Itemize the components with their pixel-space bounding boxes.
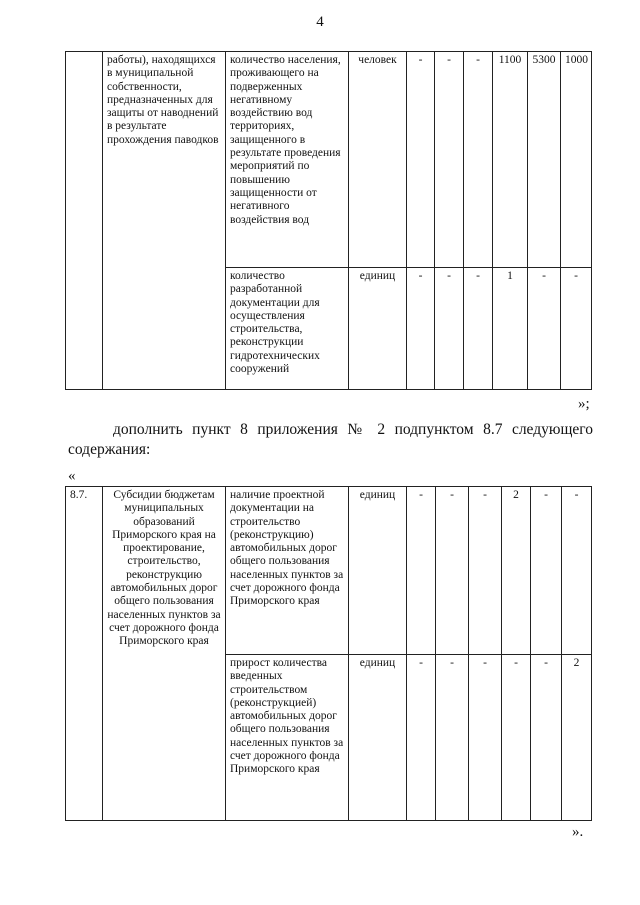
value-cell: - xyxy=(469,487,502,655)
value-cell: - xyxy=(436,655,469,821)
value-cell: - xyxy=(407,268,435,390)
instruction-line-2: содержания: xyxy=(68,441,151,458)
value-cell: - xyxy=(562,487,592,655)
measure-description-cell: работы), находящихся в муниципальной собственности, предназначенных для защиты от наводнений в результате прохождения паводков xyxy=(103,52,226,390)
number-cell xyxy=(66,52,103,390)
value-cell: - xyxy=(464,52,493,268)
value-cell: - xyxy=(407,655,436,821)
indicator-cell: прирост количества введенных строительством (реконструкцией) автомобильных дорог общего пользования населенных пунктов за счет дорожного фонда Приморского края xyxy=(226,655,349,821)
value-cell: - xyxy=(407,487,436,655)
value-cell: 2 xyxy=(562,655,592,821)
amendment-instruction xyxy=(68,420,593,460)
value-cell: - xyxy=(502,655,531,821)
instruction-line-1: дополнить пункт 8 приложения № 2 подпунктом 8.7 следующего xyxy=(113,421,593,438)
page-number: 4 xyxy=(316,14,324,30)
value-cell: - xyxy=(561,268,592,390)
indicator-cell: количество населения, проживающего на подверженных негативному воздействию вод территориях, защищенного в результате проведения мероприятий по повышению защищенности от негативного воздействия вод xyxy=(226,52,349,268)
value-cell: - xyxy=(464,268,493,390)
opening-quote: « xyxy=(68,468,76,484)
unit-cell: единиц xyxy=(349,655,407,821)
value-cell: - xyxy=(407,52,435,268)
closing-quote: ». xyxy=(572,824,584,840)
value-cell: - xyxy=(531,655,562,821)
value-cell: - xyxy=(436,487,469,655)
subitem-8-7-table xyxy=(65,486,592,821)
subsidy-description-cell: Субсидии бюджетам муниципальных образований Приморского края на проектирование, строительство, реконструкцию автомобильных дорог общего пользования населенных пунктов за счет дорожного фонда Приморского края xyxy=(103,487,226,821)
value-cell: 2 xyxy=(502,487,531,655)
value-cell: - xyxy=(528,268,561,390)
unit-cell: единиц xyxy=(349,487,407,655)
indicator-cell: наличие проектной документации на строительство (реконструкцию) автомобильных дорог общего пользования населенных пунктов за счет дорожного фонда Приморского края xyxy=(226,487,349,655)
unit-cell: единиц xyxy=(349,268,407,390)
value-cell: 5300 xyxy=(528,52,561,268)
closing-quote: »; xyxy=(578,396,590,412)
subitem-number: 8.7. xyxy=(66,487,103,821)
table-row xyxy=(66,487,592,655)
value-cell: 1100 xyxy=(493,52,528,268)
value-cell: - xyxy=(531,487,562,655)
value-cell: 1000 xyxy=(561,52,592,268)
value-cell: 1 xyxy=(493,268,528,390)
program-indicators-table-continued xyxy=(65,51,592,390)
unit-cell: человек xyxy=(349,52,407,268)
value-cell: - xyxy=(435,268,464,390)
value-cell: - xyxy=(435,52,464,268)
indicator-cell: количество разработанной документации для осуществления строительства, реконструкции гидротехнических сооружений xyxy=(226,268,349,390)
value-cell: - xyxy=(469,655,502,821)
table-row xyxy=(66,52,592,268)
